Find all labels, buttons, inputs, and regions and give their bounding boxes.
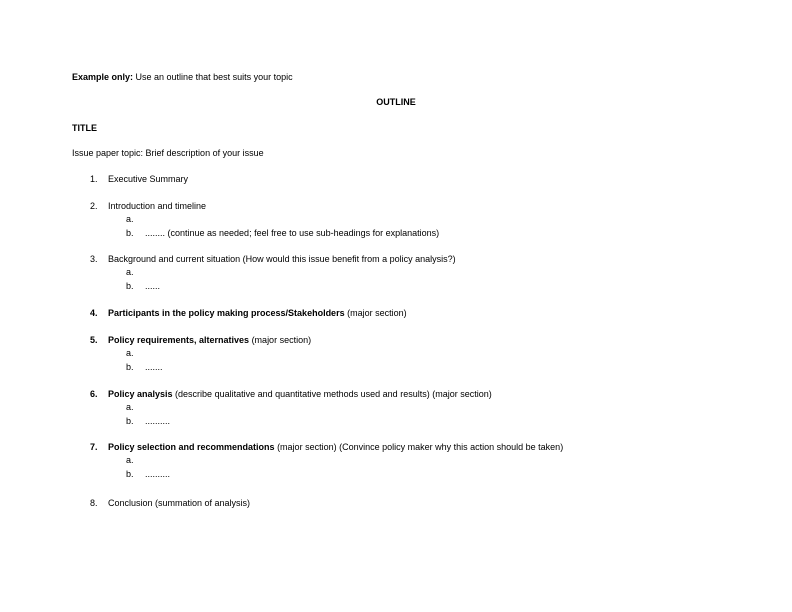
item-bold-text: Policy requirements, alternatives xyxy=(108,335,250,345)
outline-item xyxy=(90,389,492,400)
item-text: Background and current situation (How would this issue benefit from a policy analysis?) xyxy=(108,254,456,264)
intro-bold: Example only: xyxy=(72,72,134,82)
intro-text: Use an outline that best suits your topic xyxy=(133,72,293,82)
sub-letter: a. xyxy=(126,214,134,224)
sub-letter: a. xyxy=(126,267,134,277)
intro-line xyxy=(72,72,293,83)
sub-item xyxy=(126,469,170,480)
item-bold-text: Policy selection and recommendations xyxy=(108,442,275,452)
item-bold-text: Policy analysis xyxy=(108,389,173,399)
sub-letter: a. xyxy=(126,348,134,358)
item-text: (major section) (Convince policy maker why this action should be taken) xyxy=(274,442,564,452)
sub-letter: b. xyxy=(126,281,134,291)
sub-item xyxy=(126,416,170,427)
sub-item xyxy=(126,362,163,373)
sub-item xyxy=(126,228,439,239)
item-number: 5. xyxy=(90,335,98,345)
outline-item xyxy=(90,498,250,509)
sub-letter: a. xyxy=(126,455,134,465)
sub-item xyxy=(126,214,145,225)
outline-item xyxy=(90,254,456,265)
sub-item xyxy=(126,267,145,278)
sub-text: ....... xyxy=(145,362,163,372)
item-text: (major section) xyxy=(249,335,312,345)
item-number: 7. xyxy=(90,442,98,452)
outline-item xyxy=(90,308,407,319)
sub-text: .......... xyxy=(145,416,171,426)
item-number: 6. xyxy=(90,389,98,399)
sub-item xyxy=(126,455,145,466)
outline-heading: OUTLINE xyxy=(376,97,416,107)
item-text: (describe qualitative and quantitative methods used and results) (major section) xyxy=(172,389,492,399)
item-number: 4. xyxy=(90,308,98,318)
sub-letter: b. xyxy=(126,228,134,238)
outline-item xyxy=(90,174,188,185)
issue-topic: Issue paper topic: Brief description of your issue xyxy=(72,148,264,158)
item-number: 3. xyxy=(90,254,98,264)
item-number: 2. xyxy=(90,201,98,211)
sub-letter: b. xyxy=(126,416,134,426)
sub-text: ........ (continue as needed; feel free to use sub-headings for explanations) xyxy=(145,228,440,238)
title-heading: TITLE xyxy=(72,123,97,133)
item-number: 8. xyxy=(90,498,98,508)
sub-letter: b. xyxy=(126,362,134,372)
sub-item xyxy=(126,281,160,292)
sub-item xyxy=(126,402,145,413)
sub-text: ...... xyxy=(145,281,161,291)
item-text: Conclusion (summation of analysis) xyxy=(108,498,251,508)
outline-item xyxy=(90,442,563,453)
sub-letter: b. xyxy=(126,469,134,479)
item-number: 1. xyxy=(90,174,98,184)
item-bold-text: Participants in the policy making process/Stakeholders xyxy=(108,308,345,318)
sub-letter: a. xyxy=(126,402,134,412)
item-text: Executive Summary xyxy=(108,174,189,184)
item-text: (major section) xyxy=(344,308,407,318)
sub-item xyxy=(126,348,145,359)
sub-text: .......... xyxy=(145,469,171,479)
item-text: Introduction and timeline xyxy=(108,201,207,211)
outline-item xyxy=(90,335,311,346)
outline-item xyxy=(90,201,206,212)
